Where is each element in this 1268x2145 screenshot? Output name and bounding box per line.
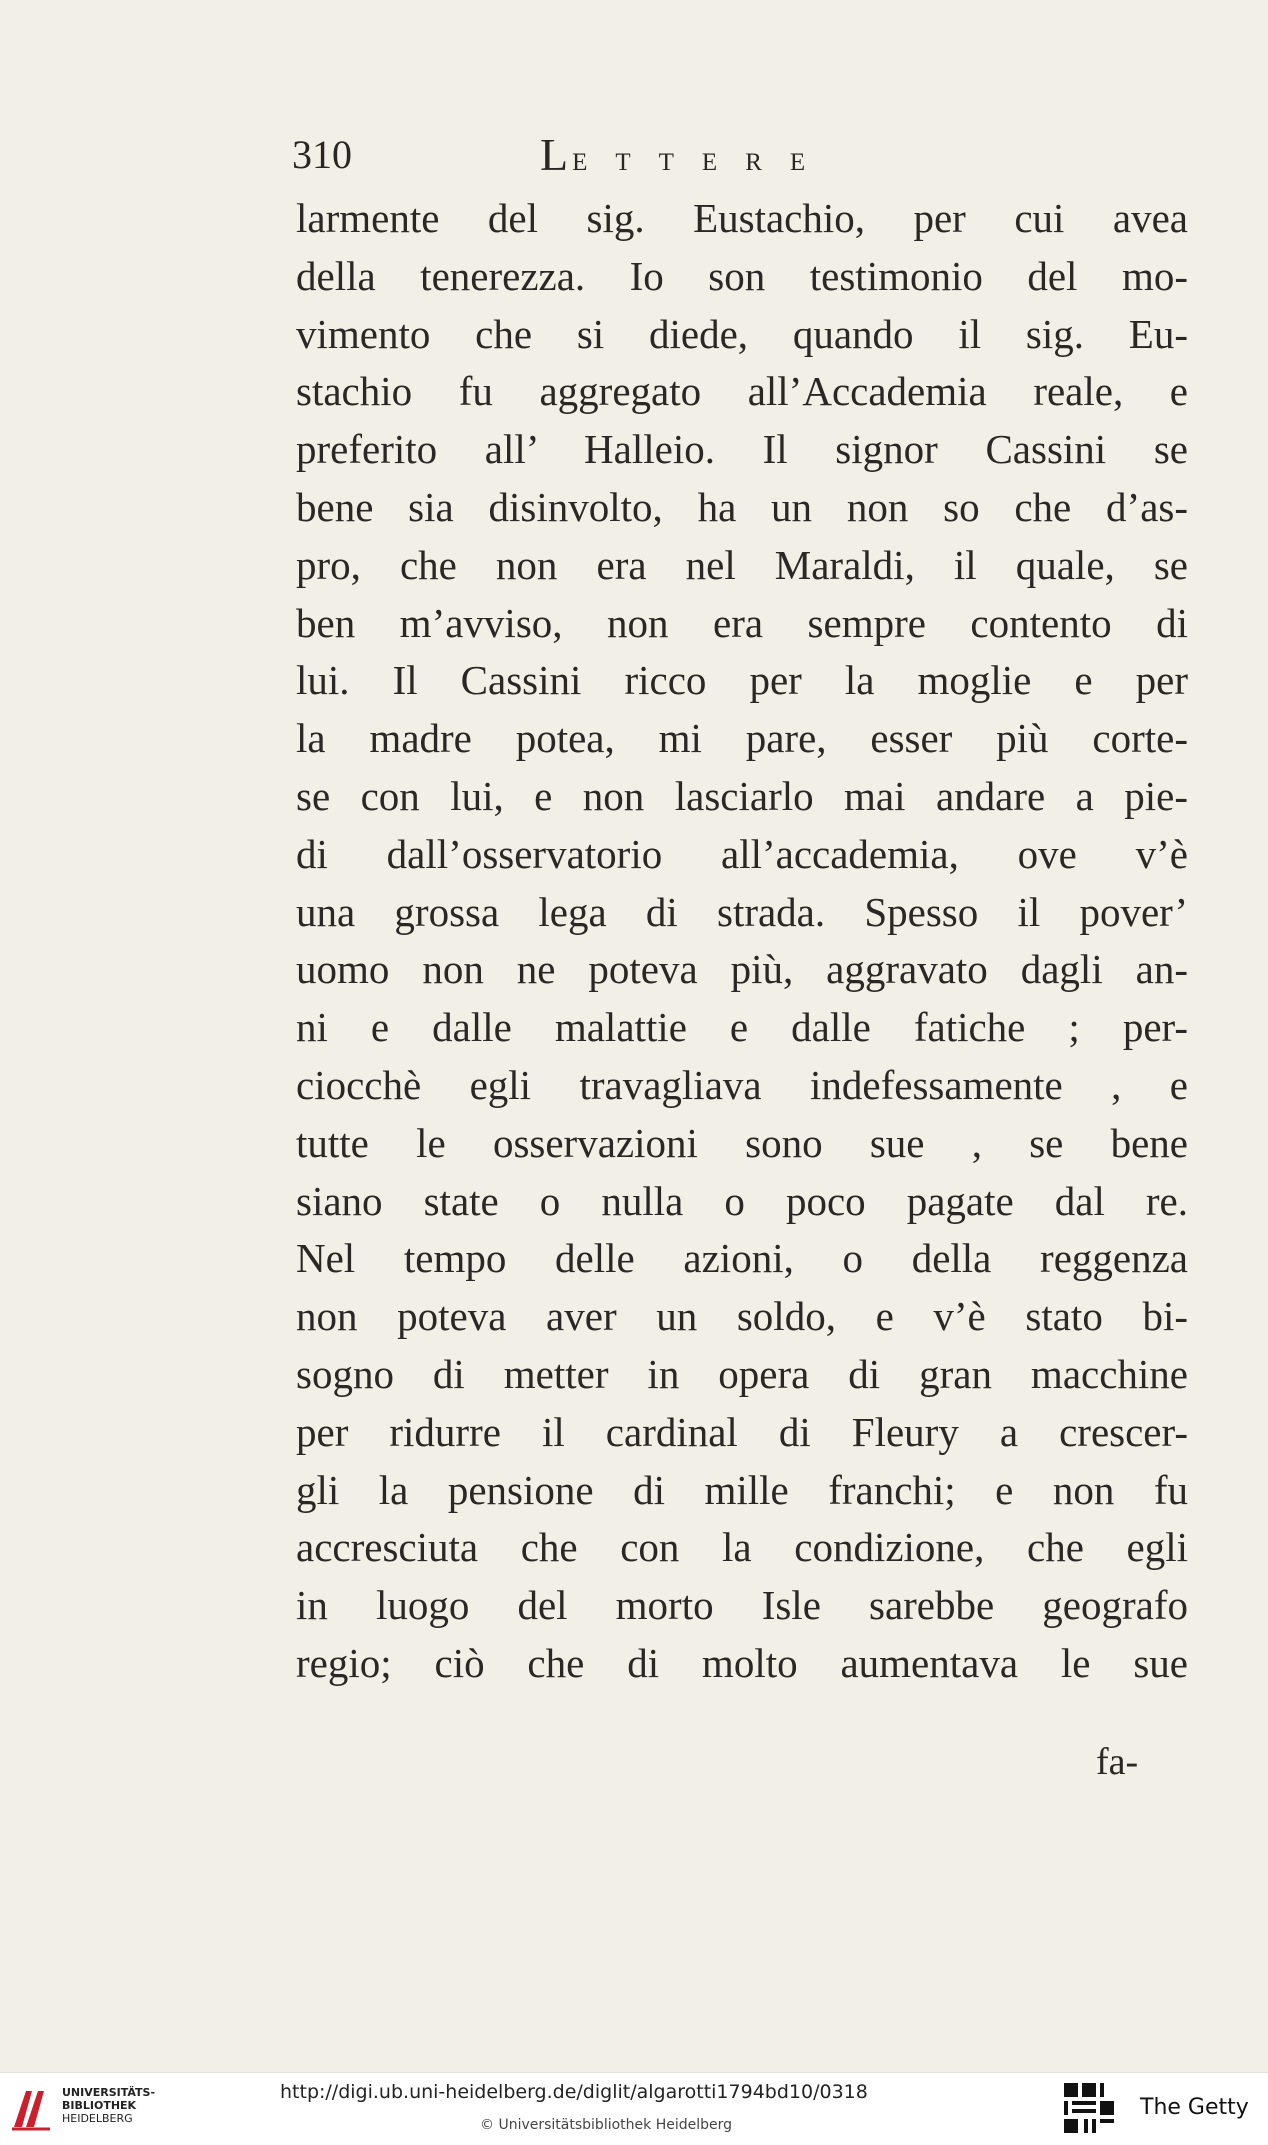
text-line: della tenerezza. Io son testimonio del mo- [296, 252, 1188, 299]
text-line: per ridurre il cardinal di Fleury a crescer- [296, 1408, 1188, 1455]
text-line: Nel tempo delle azioni, o della reggenza [296, 1235, 1188, 1282]
text-line: pro, che non era nel Maraldi, il quale, se [296, 541, 1188, 588]
text-line: ni e dalle malattie e dalle fatiche ; per- [296, 1004, 1188, 1051]
text-line: la madre potea, mi pare, esser più corte- [296, 715, 1188, 762]
page-number: 310 [292, 132, 352, 177]
catchword: fa- [1096, 1741, 1139, 1783]
getty-logo-icon[interactable] [1062, 2081, 1122, 2137]
text-line: tutte le osservazioni sono sue , se bene [296, 1119, 1188, 1166]
text-line: gli la pensione di mille franchi; e non fu [296, 1466, 1188, 1513]
text-line: vimento che si diede, quando il sig. Eu- [296, 310, 1188, 357]
text-line: una grossa lega di strada. Spesso il pover’ [296, 888, 1188, 935]
text-line: lui. Il Cassini ricco per la moglie e per [296, 657, 1188, 704]
university-name [62, 2086, 155, 2125]
text-line: regio; ciò che di molto aumentava le sue [296, 1639, 1188, 1686]
text-line: accresciuta che con la condizione, che egli [296, 1524, 1188, 1571]
text-line: ciocchè egli travagliava indefessamente , e [296, 1061, 1188, 1108]
body-text [296, 190, 1188, 1693]
university-name-line: HEIDELBERG [62, 2112, 133, 2125]
running-title-rest: ETTERE [572, 149, 834, 176]
text-line: siano state o nulla o poco pagate dal re. [296, 1177, 1188, 1224]
getty-label: The Getty [1140, 2095, 1249, 2120]
text-line: non poteva aver un soldo, e v’è stato bi- [296, 1293, 1188, 1340]
text-line: ben m’avviso, non era sempre contento di [296, 599, 1188, 646]
permalink-url[interactable]: http://digi.ub.uni-heidelberg.de/diglit/algarotti1794bd10/0318 [280, 2081, 868, 2103]
university-name-line: BIBLIOTHEK [62, 2099, 137, 2112]
copyright-notice: © Universitätsbibliothek Heidelberg [480, 2117, 733, 2133]
text-line: preferito all’ Halleio. Il signor Cassini se [296, 426, 1188, 473]
university-name-line: UNIVERSITÄTS- [62, 2086, 156, 2099]
text-line: bene sia disinvolto, ha un non so che d’as- [296, 483, 1188, 530]
page-header [292, 129, 1192, 185]
text-line: uomo non ne poteva più, aggravato dagli an- [296, 946, 1188, 993]
running-title [540, 129, 834, 183]
text-line: sogno di metter in opera di gran macchine [296, 1350, 1188, 1397]
text-line: se con lui, e non lasciarlo mai andare a pie- [296, 772, 1188, 819]
heidelberg-library-logo-icon[interactable] [10, 2083, 52, 2133]
text-line: di dall’osservatorio all’accademia, ove v’è [296, 830, 1188, 877]
text-line: stachio fu aggregato all’Accademia reale, e [296, 368, 1188, 415]
viewer-footer [0, 2072, 1268, 2145]
running-title-initial: L [540, 129, 573, 180]
text-line: in luogo del morto Isle sarebbe geografo [296, 1582, 1188, 1629]
text-line: larmente del sig. Eustachio, per cui avea [296, 195, 1188, 241]
